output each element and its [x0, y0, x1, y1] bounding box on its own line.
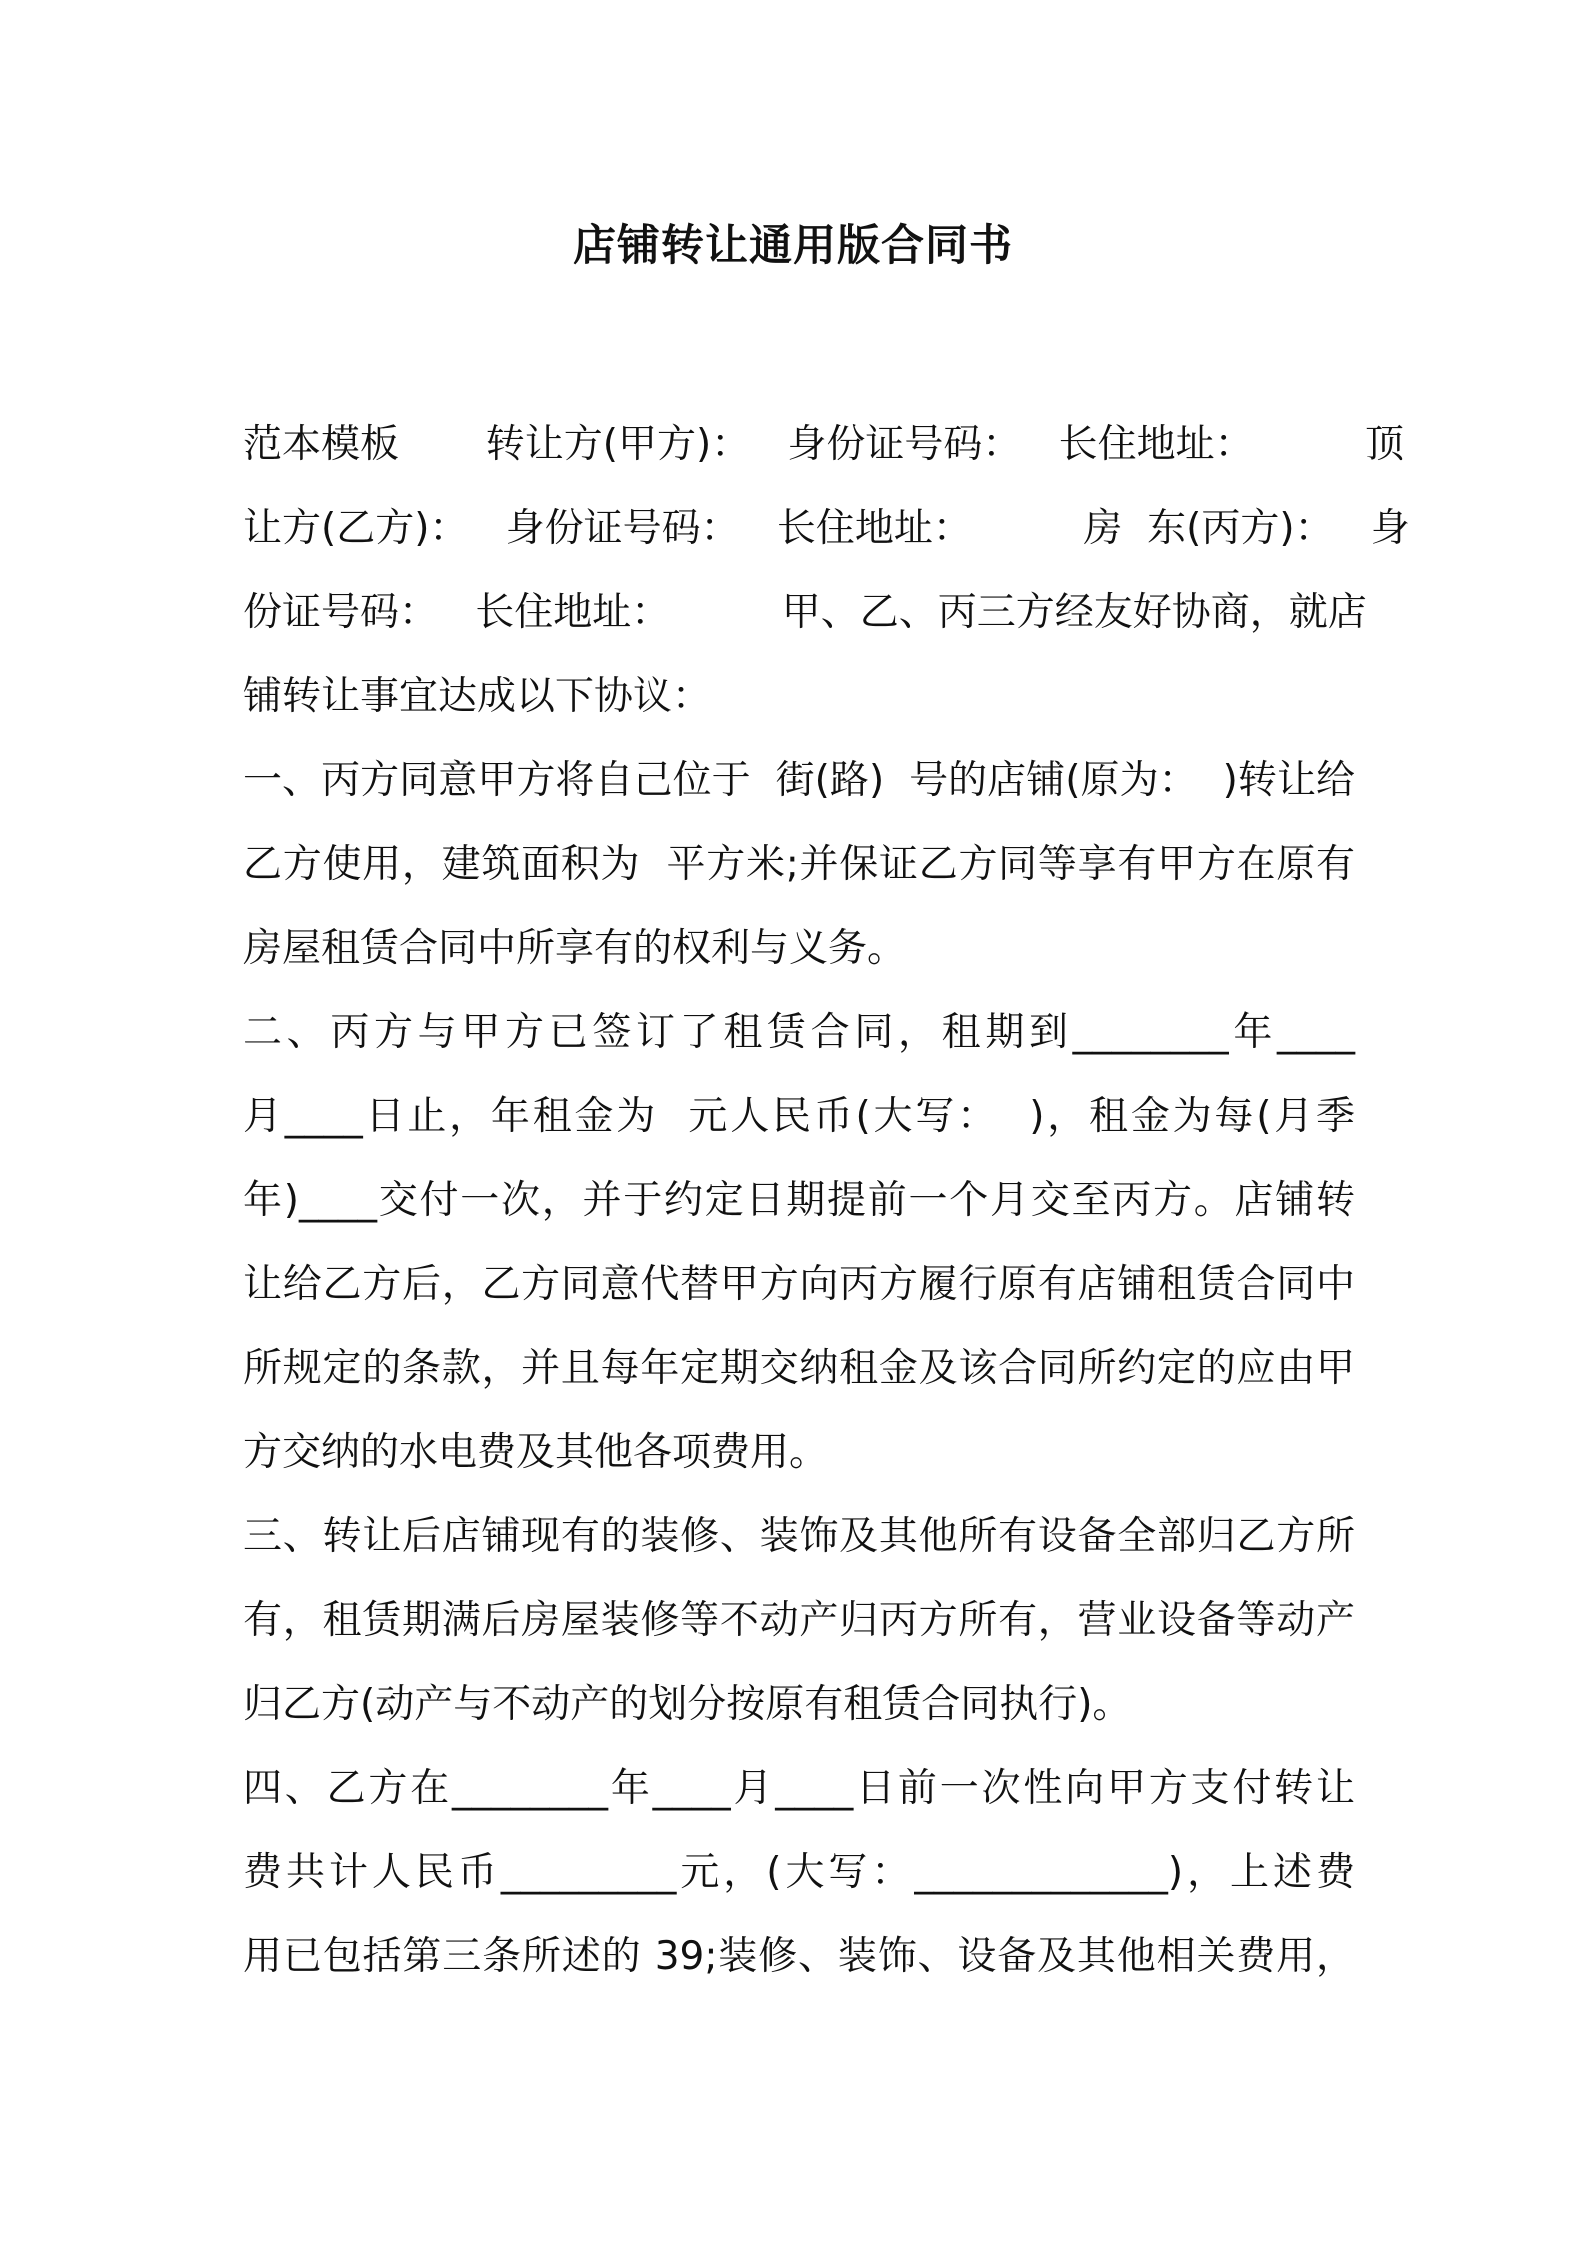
clause-4 — [243, 1747, 1355, 1999]
text-line: 铺转让事宜达成以下协议： — [243, 674, 712, 719]
text-line: 费共计人民币_________元，(大写：_____________)，上述费 — [243, 1850, 1355, 1895]
text-line: 用已包括第三条所述的 39;装修、装饰、设备及其他相关费用， — [243, 1934, 1355, 1979]
text-line: 年)____交付一次，并于约定日期提前一个月交至丙方。店铺转 — [243, 1178, 1355, 1223]
text-line: 方交纳的水电费及其他各项费用。 — [243, 1430, 829, 1475]
document-body — [243, 403, 1410, 1999]
text-line: 让给乙方后，乙方同意代替甲方向丙方履行原有店铺租赁合同中 — [243, 1262, 1355, 1307]
text-line: 乙方使用，建筑面积为 平方米;并保证乙方同等享有甲方在原有 — [243, 842, 1355, 887]
text-line: 四、乙方在________年____月____日前一次性向甲方支付转让 — [243, 1766, 1355, 1811]
text-line: 房屋租赁合同中所享有的权利与义务。 — [243, 926, 907, 971]
text-line: 三、转让后店铺现有的装修、装饰及其他所有设备全部归乙方所 — [243, 1514, 1355, 1559]
text-line: 二、丙方与甲方已签订了租赁合同，租期到________年____ — [243, 1010, 1355, 1055]
text-line: 月____日止，年租金为 元人民币(大写： )，租金为每(月季 — [243, 1094, 1355, 1139]
text-line: 让方(乙方)： 身份证号码： 长住地址： 房 东(丙方)： 身 — [243, 506, 1410, 551]
clause-1 — [243, 739, 1355, 991]
document-title: 店铺转让通用版合同书 — [573, 221, 1013, 271]
paragraph-parties — [243, 403, 1410, 739]
text-line: 范本模板 转让方(甲方)： 身份证号码： 长住地址： 顶 — [243, 422, 1405, 467]
clause-3 — [243, 1495, 1355, 1747]
text-line: 份证号码： 长住地址： 甲、乙、丙三方经友好协商，就店 — [243, 590, 1367, 635]
text-line: 所规定的条款，并且每年定期交纳租金及该合同所约定的应由甲 — [243, 1346, 1355, 1391]
text-line: 归乙方(动产与不动产的划分按原有租赁合同执行)。 — [243, 1682, 1132, 1727]
clause-2 — [243, 991, 1355, 1495]
text-line: 一、丙方同意甲方将自己位于 街(路) 号的店铺(原为： )转让给 — [243, 758, 1355, 803]
text-line: 有，租赁期满后房屋装修等不动产归丙方所有，营业设备等动产 — [243, 1598, 1355, 1643]
